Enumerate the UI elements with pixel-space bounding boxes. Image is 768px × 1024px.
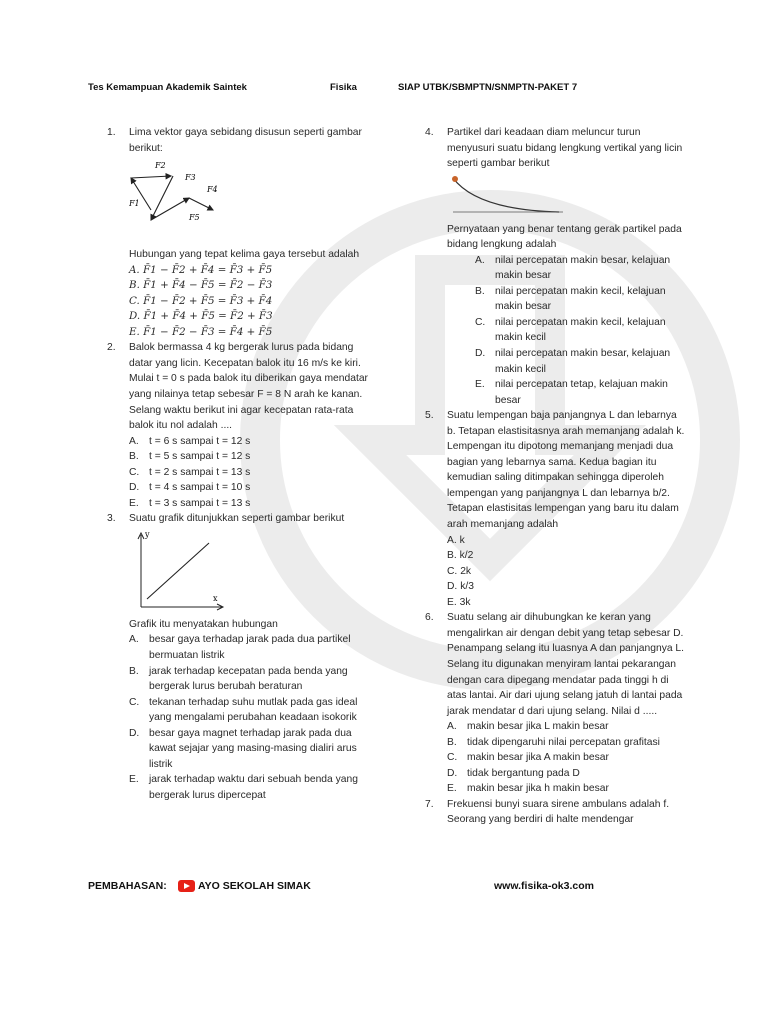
option-b[interactable] xyxy=(447,284,687,315)
question-number: 1. xyxy=(107,127,116,138)
option-b[interactable] xyxy=(129,664,379,695)
option-text: nilai percepatan makin kecil, kelajuan makin kecil xyxy=(495,316,666,344)
linear-graph xyxy=(129,529,229,611)
option-d[interactable] xyxy=(447,579,687,595)
option-label: B. xyxy=(447,736,457,748)
options-list xyxy=(129,263,379,341)
question-number: 4. xyxy=(425,127,434,138)
option-text: 3k xyxy=(459,596,471,608)
option-text: F̄1 + F̄4 − F̄5 = F̄2 − F̄3 xyxy=(143,279,273,292)
page-header xyxy=(0,82,768,98)
question-stem: Suatu lempengan baja panjangnya L dan lebarnya b. Tetapan elastisitasnya arah memanjang adalah k. Lempengan itu dipotong memanjang menjadi dua bagian yang lebarnya sama. Kedua bagian itu kemudian saling ditimpakan sehingga diperoleh lempengan yang panjangnya L dan lebarnya b/2. Tetapan elastisitas lempengan yang baru itu dalam arah memanjang adalah xyxy=(447,410,685,531)
option-c[interactable] xyxy=(129,294,379,310)
option-d[interactable] xyxy=(129,726,379,773)
option-text: tekanan terhadap suhu mutlak pada gas ideal yang mengalami perubahan keadaan isokorik xyxy=(149,696,358,724)
vector-f4-label: F4 xyxy=(207,185,218,195)
option-label: C. xyxy=(129,466,140,478)
header-subject: Fisika xyxy=(330,82,357,93)
question-stem: Suatu selang air dihubungkan ke keran yang mengalirkan air dengan debit yang tetap sebesar D. Penampang selang itu luasnya A dan panjangnya L. Selang itu digunakan menyiram lantai pekarangan dengan cara dipegang mendatar pada tinggi h di atas lantai. Air dari ujung selang jatuh di lantai pada jarak mendatar d dari ujung selang. Nilai d ..... xyxy=(447,612,685,717)
question-number: 7. xyxy=(425,798,434,810)
option-c[interactable] xyxy=(447,564,687,580)
option-label: A. xyxy=(129,634,139,646)
question-prompt: Grafik itu menyatakan hubungan xyxy=(129,618,278,630)
right-column xyxy=(425,125,687,828)
options-list xyxy=(447,533,687,611)
vector-f2-label: F2 xyxy=(155,161,166,171)
option-a[interactable] xyxy=(447,719,687,735)
option-label: C. xyxy=(447,752,458,764)
question-stem: Lima vektor gaya sebidang disusun seperti gambar berikut: xyxy=(129,127,362,154)
vector-f5-label: F5 xyxy=(189,213,200,223)
option-label: D. xyxy=(475,348,486,360)
option-a[interactable] xyxy=(129,632,379,663)
question-2 xyxy=(107,340,379,511)
vector-f3-label: F3 xyxy=(185,173,196,183)
option-e[interactable] xyxy=(447,781,687,797)
option-a[interactable] xyxy=(447,253,687,284)
header-package: SIAP UTBK/SBMPTN/SNMPTN-PAKET 7 xyxy=(398,82,578,93)
option-label: A. xyxy=(129,263,140,276)
option-text: t = 4 s sampai t = 10 s xyxy=(149,482,251,494)
option-label: E. xyxy=(447,783,457,795)
option-label: D. xyxy=(129,727,140,739)
question-prompt: Hubungan yang tepat kelima gaya tersebut adalah xyxy=(129,249,360,261)
vector-diagram xyxy=(129,158,279,243)
option-text: jarak terhadap waktu dari sebuah benda yang bergerak lurus dipercepat xyxy=(149,774,358,801)
option-label: B. xyxy=(447,550,457,562)
option-label: D. xyxy=(447,581,458,593)
youtube-icon xyxy=(178,880,195,892)
option-label: E. xyxy=(475,379,485,391)
question-3 xyxy=(107,511,379,803)
option-text: makin besar jika L makin besar xyxy=(467,721,609,733)
option-text: jarak terhadap kecepatan pada benda yang bergerak lurus berubah beraturan xyxy=(149,665,348,693)
option-b[interactable] xyxy=(129,278,379,294)
footer-label: PEMBAHASAN: xyxy=(88,880,167,892)
option-label: B. xyxy=(129,451,139,463)
option-text: F̄1 − F̄2 − F̄3 = F̄4 + F̄5 xyxy=(143,325,273,338)
option-label: E. xyxy=(447,596,457,608)
option-text: t = 2 s sampai t = 13 s xyxy=(149,466,251,478)
option-label: D. xyxy=(129,482,140,494)
option-label: E. xyxy=(129,497,139,509)
question-6 xyxy=(425,610,687,797)
option-text: nilai percepatan makin kecil, kelajuan makin besar xyxy=(495,285,666,313)
option-text: k/2 xyxy=(459,550,474,562)
question-number: 5. xyxy=(425,410,434,422)
option-d[interactable] xyxy=(129,309,379,325)
option-label: D. xyxy=(129,310,141,323)
option-e[interactable] xyxy=(129,325,379,341)
option-label: E. xyxy=(129,325,140,338)
option-label: B. xyxy=(129,279,140,292)
vector-f2-arrow xyxy=(131,176,171,178)
question-stem: Balok bermassa 4 kg bergerak lurus pada bidang datar yang licin. Kecepatan balok itu 16 m/s ke kiri. Mulai t = 0 s pada balok itu diberikan gaya mendatar yang nilainya tetap sebesar F = 8 N arah ke kanan. Selang waktu berikut ini agar kecepatan rata-rata balok itu nol adalah .... xyxy=(129,342,368,432)
option-text: nilai percepatan tetap, kelajuan makin besar xyxy=(495,379,668,406)
particle xyxy=(452,176,458,182)
option-b[interactable] xyxy=(129,449,379,465)
curved-track-diagram xyxy=(447,174,567,216)
option-b[interactable] xyxy=(447,548,687,564)
option-text: makin besar jika h makin besar xyxy=(467,783,609,795)
options-list xyxy=(447,719,687,797)
question-number: 3. xyxy=(107,513,116,525)
question-stem: Frekuensi bunyi suara sirene ambulans adalah f. Seorang yang berdiri di halte mendengar xyxy=(447,798,670,826)
question-5 xyxy=(425,408,687,610)
option-label: B. xyxy=(475,285,485,297)
options-list xyxy=(129,632,379,803)
option-text: tidak bergantung pada D xyxy=(467,767,580,779)
option-d[interactable] xyxy=(447,346,687,377)
option-text: besar gaya terhadap jarak pada dua partikel bermuatan listrik xyxy=(149,634,351,662)
page-footer xyxy=(0,880,768,898)
option-d[interactable] xyxy=(447,766,687,782)
question-prompt: Pernyataan yang benar tentang gerak partikel pada bidang lengkung adalah xyxy=(447,223,682,251)
option-text: k/3 xyxy=(460,581,474,593)
option-label: C. xyxy=(129,294,140,307)
option-a[interactable] xyxy=(129,263,379,279)
option-e[interactable] xyxy=(447,595,687,611)
options-list xyxy=(447,253,687,408)
option-e[interactable] xyxy=(129,496,379,512)
vector-f1-label: F1 xyxy=(129,199,140,209)
question-stem: Partikel dari keadaan diam meluncur turun menyusuri suatu bidang lengkung vertikal yang licin seperti gambar berikut xyxy=(447,127,683,170)
option-text: nilai percepatan makin besar, kelajuan makin besar xyxy=(495,254,671,282)
option-text: nilai percepatan makin besar, kelajuan makin kecil xyxy=(495,348,671,375)
option-text: tidak dipengaruhi nilai percepatan grafitasi xyxy=(467,736,660,748)
option-c[interactable] xyxy=(129,695,379,726)
vector-f5-arrow xyxy=(189,198,213,210)
option-label: E. xyxy=(129,774,139,786)
option-a[interactable] xyxy=(129,434,379,450)
option-label: B. xyxy=(129,665,139,677)
option-text: makin besar jika A makin besar xyxy=(467,752,609,764)
option-text: k xyxy=(459,534,465,546)
option-b[interactable] xyxy=(447,735,687,751)
option-d[interactable] xyxy=(129,480,379,496)
option-text: F̄1 − F̄2 + F̄4 = F̄3 + F̄5 xyxy=(143,263,273,276)
option-label: C. xyxy=(129,696,140,708)
question-stem: Suatu grafik ditunjukkan seperti gambar berikut xyxy=(129,513,345,525)
question-7 xyxy=(425,797,687,828)
option-label: C. xyxy=(447,565,458,577)
option-label: A. xyxy=(447,721,457,733)
option-text: F̄1 + F̄4 + F̄5 = F̄2 + F̄3 xyxy=(143,310,273,323)
option-c[interactable] xyxy=(447,315,687,346)
option-label: D. xyxy=(447,767,458,779)
option-c[interactable] xyxy=(129,465,379,481)
option-text: besar gaya magnet terhadap jarak pada dua kawat sejajar yang masing-masing dialiri arus listrik xyxy=(149,727,357,770)
option-a[interactable] xyxy=(447,533,687,549)
option-text: 2k xyxy=(460,565,472,577)
option-e[interactable] xyxy=(447,377,687,408)
channel-name: AYO SEKOLAH SIMAK xyxy=(198,880,311,892)
question-1 xyxy=(107,125,379,340)
option-label: A. xyxy=(475,254,485,266)
option-label: A. xyxy=(129,435,139,447)
curved-track xyxy=(453,178,559,212)
options-list xyxy=(129,434,379,512)
youtube-channel-link[interactable] xyxy=(178,880,311,892)
option-text: t = 5 s sampai t = 12 s xyxy=(149,451,251,463)
option-e[interactable] xyxy=(129,772,379,803)
y-axis-label: y xyxy=(145,529,150,539)
option-text: t = 6 s sampai t = 12 s xyxy=(149,435,251,447)
question-number: 2. xyxy=(107,342,116,354)
x-axis-label: x xyxy=(213,593,218,603)
graph-line xyxy=(147,543,209,599)
header-exam-title: Tes Kemampuan Akademik Saintek xyxy=(88,82,247,93)
question-4 xyxy=(425,125,687,408)
website-link[interactable]: www.fisika-ok3.com xyxy=(494,880,594,892)
option-label: A. xyxy=(447,534,457,546)
option-label: C. xyxy=(475,316,486,328)
option-c[interactable] xyxy=(447,750,687,766)
left-column xyxy=(107,125,379,804)
option-text: F̄1 − F̄2 + F̄5 = F̄3 + F̄4 xyxy=(143,294,273,307)
question-number: 6. xyxy=(425,612,434,624)
option-text: t = 3 s sampai t = 13 s xyxy=(149,497,251,509)
